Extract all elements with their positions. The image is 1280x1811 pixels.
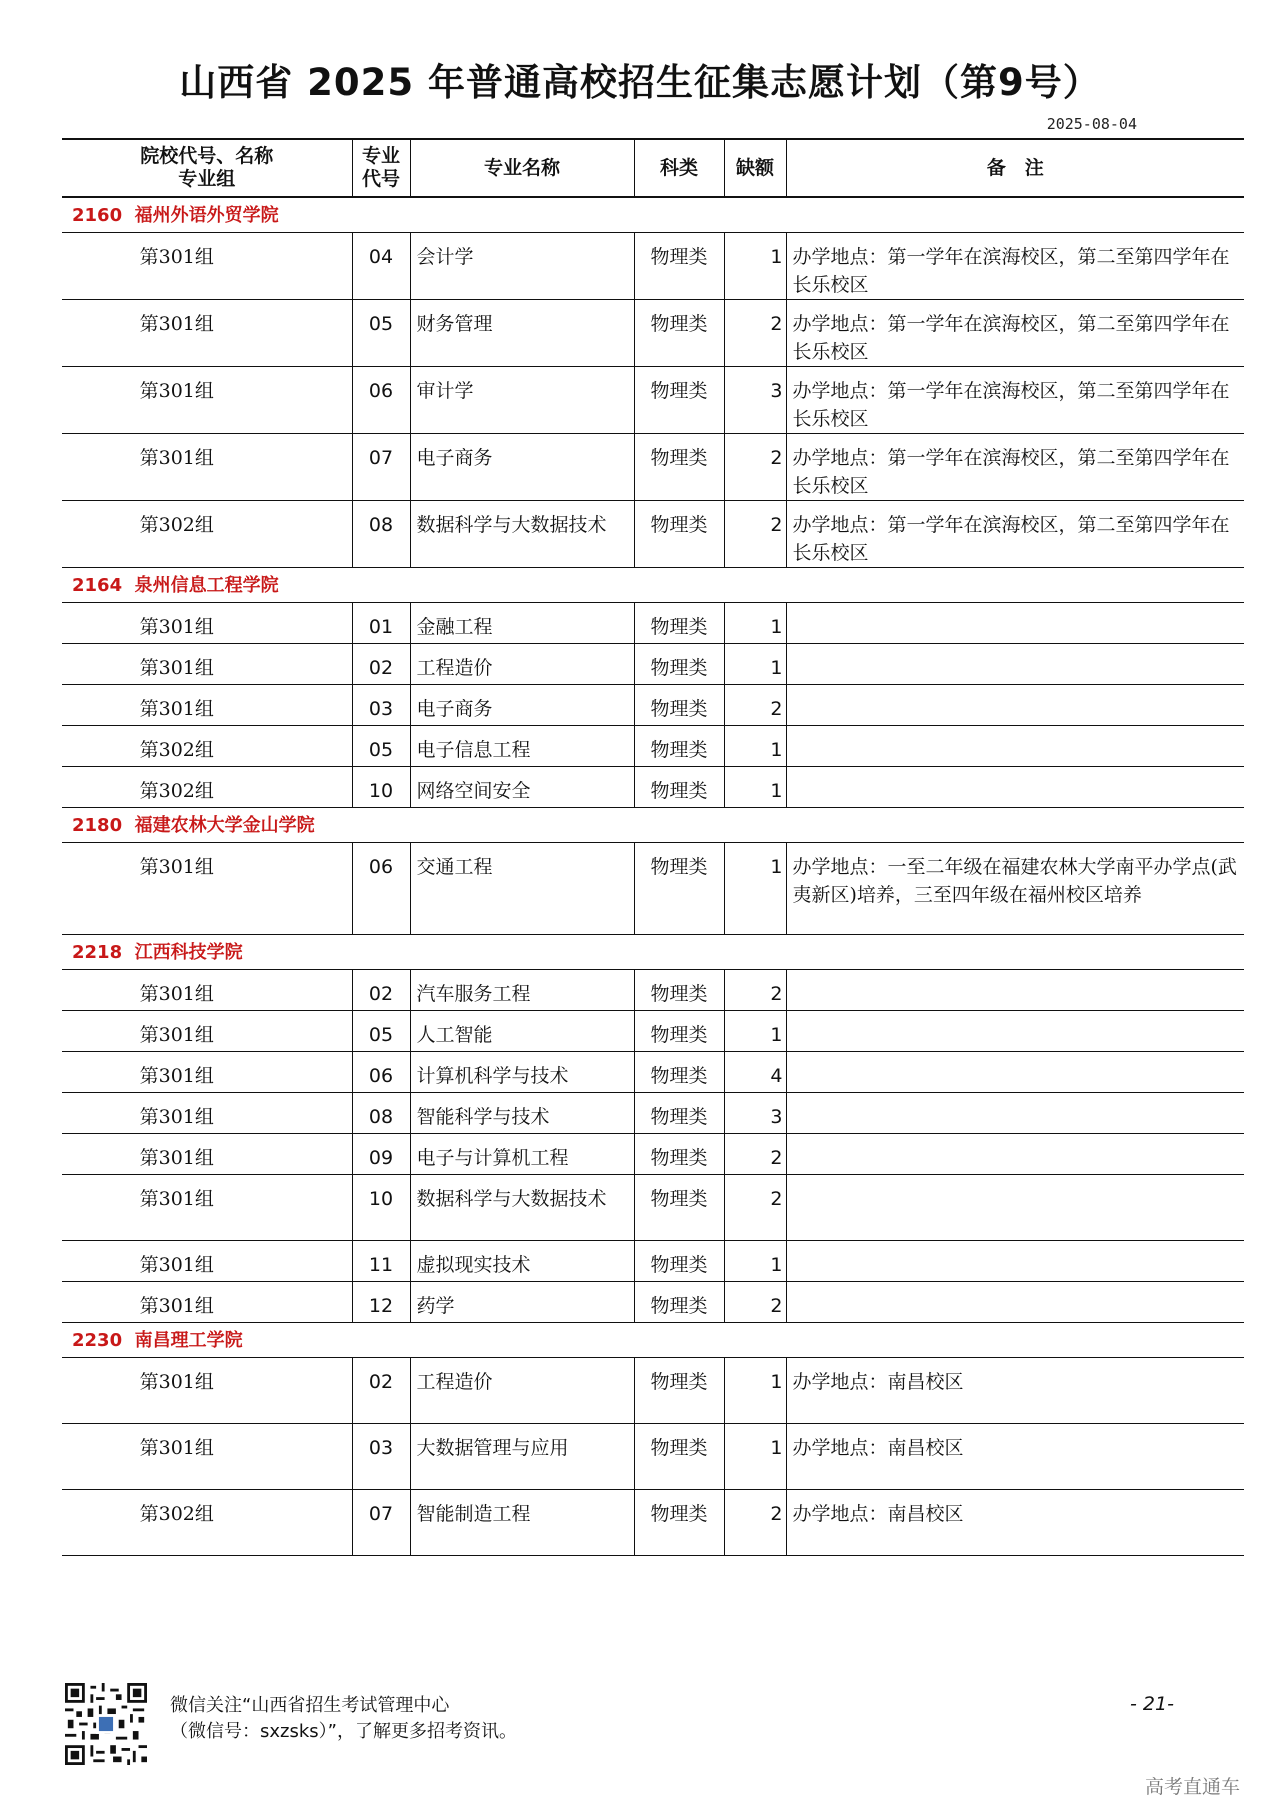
quota-cell: 1	[724, 726, 786, 767]
school-header-row	[62, 197, 1244, 233]
header-code: 专业 代号	[352, 139, 410, 197]
table-row	[62, 1282, 1244, 1323]
category-cell: 物理类	[634, 1241, 724, 1282]
note-cell: 办学地点：南昌校区	[786, 1490, 1244, 1556]
header-note: 备 注	[786, 139, 1244, 197]
group-cell: 第301组	[62, 603, 352, 644]
category-cell: 物理类	[634, 501, 724, 568]
header-category: 科类	[634, 139, 724, 197]
quota-cell: 1	[724, 1358, 786, 1424]
quota-cell: 2	[724, 434, 786, 501]
major-name-cell: 网络空间安全	[410, 767, 634, 808]
note-cell	[786, 644, 1244, 685]
major-name-cell: 工程造价	[410, 644, 634, 685]
major-name-cell: 药学	[410, 1282, 634, 1323]
header-school: 院校代号、名称 专业组	[62, 139, 352, 197]
document-date: 2025-08-04	[1046, 115, 1137, 133]
major-code-cell: 09	[352, 1134, 410, 1175]
group-cell: 第301组	[62, 843, 352, 935]
table-row	[62, 1241, 1244, 1282]
table-row	[62, 767, 1244, 808]
major-name-cell: 工程造价	[410, 1358, 634, 1424]
major-code-cell: 06	[352, 843, 410, 935]
note-cell	[786, 1052, 1244, 1093]
note-cell: 办学地点：第一学年在滨海校区，第二至第四学年在长乐校区	[786, 367, 1244, 434]
group-cell: 第301组	[62, 1358, 352, 1424]
header-major: 专业名称	[410, 139, 634, 197]
major-code-cell: 01	[352, 603, 410, 644]
school-name: 2160 福州外语外贸学院	[62, 197, 1244, 233]
quota-cell: 1	[724, 1241, 786, 1282]
quota-cell: 2	[724, 300, 786, 367]
table-row	[62, 1490, 1244, 1556]
major-name-cell: 财务管理	[410, 300, 634, 367]
school-header-row	[62, 1323, 1244, 1358]
note-cell	[786, 726, 1244, 767]
table-row	[62, 1134, 1244, 1175]
group-cell: 第301组	[62, 1093, 352, 1134]
major-code-cell: 05	[352, 300, 410, 367]
major-code-cell: 06	[352, 367, 410, 434]
footer-line-1: 微信关注“山西省招生考试管理中心	[170, 1695, 450, 1716]
table-header-row	[62, 139, 1244, 197]
category-cell: 物理类	[634, 1093, 724, 1134]
table-row	[62, 367, 1244, 434]
category-cell: 物理类	[634, 1424, 724, 1490]
table-row	[62, 603, 1244, 644]
category-cell: 物理类	[634, 1358, 724, 1424]
note-cell	[786, 1093, 1244, 1134]
note-cell	[786, 1282, 1244, 1323]
quota-cell: 4	[724, 1052, 786, 1093]
category-cell: 物理类	[634, 970, 724, 1011]
category-cell: 物理类	[634, 1282, 724, 1323]
note-cell: 办学地点：南昌校区	[786, 1424, 1244, 1490]
category-cell: 物理类	[634, 1490, 724, 1556]
quota-cell: 1	[724, 767, 786, 808]
category-cell: 物理类	[634, 685, 724, 726]
quota-cell: 1	[724, 1424, 786, 1490]
category-cell: 物理类	[634, 1134, 724, 1175]
quota-cell: 2	[724, 1490, 786, 1556]
group-cell: 第301组	[62, 1011, 352, 1052]
major-name-cell: 智能科学与技术	[410, 1093, 634, 1134]
note-cell	[786, 685, 1244, 726]
major-name-cell: 电子商务	[410, 434, 634, 501]
major-code-cell: 11	[352, 1241, 410, 1282]
major-code-cell: 03	[352, 685, 410, 726]
major-name-cell: 电子与计算机工程	[410, 1134, 634, 1175]
group-cell: 第301组	[62, 300, 352, 367]
enrollment-table	[62, 138, 1244, 1556]
major-code-cell: 07	[352, 434, 410, 501]
group-cell: 第301组	[62, 685, 352, 726]
note-cell: 办学地点：第一学年在滨海校区，第二至第四学年在长乐校区	[786, 434, 1244, 501]
group-cell: 第301组	[62, 434, 352, 501]
table-row	[62, 1424, 1244, 1490]
table-row	[62, 644, 1244, 685]
qr-code-icon	[65, 1683, 147, 1765]
major-name-cell: 电子信息工程	[410, 726, 634, 767]
major-code-cell: 08	[352, 501, 410, 568]
category-cell: 物理类	[634, 843, 724, 935]
group-cell: 第302组	[62, 767, 352, 808]
major-name-cell: 交通工程	[410, 843, 634, 935]
quota-cell: 1	[724, 843, 786, 935]
table-row	[62, 1175, 1244, 1241]
table-row	[62, 1011, 1244, 1052]
category-cell: 物理类	[634, 300, 724, 367]
document-title: 山西省 2025 年普通高校招生征集志愿计划（第9号）	[179, 61, 1101, 104]
group-cell: 第301组	[62, 1424, 352, 1490]
major-name-cell: 汽车服务工程	[410, 970, 634, 1011]
quota-cell: 1	[724, 644, 786, 685]
group-cell: 第302组	[62, 1490, 352, 1556]
table-row	[62, 1052, 1244, 1093]
note-cell	[786, 1011, 1244, 1052]
note-cell	[786, 1134, 1244, 1175]
category-cell: 物理类	[634, 603, 724, 644]
school-name: 2180 福建农林大学金山学院	[62, 808, 1244, 843]
quota-cell: 2	[724, 1282, 786, 1323]
category-cell: 物理类	[634, 434, 724, 501]
major-name-cell: 数据科学与大数据技术	[410, 1175, 634, 1241]
table-row	[62, 434, 1244, 501]
group-cell: 第301组	[62, 644, 352, 685]
table-row	[62, 1358, 1244, 1424]
group-cell: 第301组	[62, 1052, 352, 1093]
major-name-cell: 审计学	[410, 367, 634, 434]
category-cell: 物理类	[634, 1175, 724, 1241]
footer-text	[170, 1693, 517, 1745]
school-header-row	[62, 568, 1244, 603]
note-cell	[786, 767, 1244, 808]
school-name: 2218 江西科技学院	[62, 935, 1244, 970]
major-code-cell: 12	[352, 1282, 410, 1323]
quota-cell: 2	[724, 970, 786, 1011]
group-cell: 第301组	[62, 1175, 352, 1241]
category-cell: 物理类	[634, 1011, 724, 1052]
school-name: 2164 泉州信息工程学院	[62, 568, 1244, 603]
major-code-cell: 02	[352, 644, 410, 685]
school-header-row	[62, 935, 1244, 970]
note-cell: 办学地点：第一学年在滨海校区，第二至第四学年在长乐校区	[786, 501, 1244, 568]
major-name-cell: 电子商务	[410, 685, 634, 726]
major-code-cell: 07	[352, 1490, 410, 1556]
major-code-cell: 03	[352, 1424, 410, 1490]
note-cell	[786, 1241, 1244, 1282]
group-cell: 第301组	[62, 970, 352, 1011]
table-row	[62, 970, 1244, 1011]
table-row	[62, 501, 1244, 568]
group-cell: 第302组	[62, 726, 352, 767]
category-cell: 物理类	[634, 233, 724, 300]
header-quota: 缺额	[724, 139, 786, 197]
table-row	[62, 726, 1244, 767]
quota-cell: 1	[724, 233, 786, 300]
group-cell: 第301组	[62, 233, 352, 300]
quota-cell: 1	[724, 603, 786, 644]
quota-cell: 2	[724, 1134, 786, 1175]
major-name-cell: 智能制造工程	[410, 1490, 634, 1556]
major-code-cell: 06	[352, 1052, 410, 1093]
group-cell: 第301组	[62, 1134, 352, 1175]
group-cell: 第302组	[62, 501, 352, 568]
category-cell: 物理类	[634, 644, 724, 685]
major-code-cell: 05	[352, 1011, 410, 1052]
note-cell: 办学地点：第一学年在滨海校区，第二至第四学年在长乐校区	[786, 300, 1244, 367]
group-cell: 第301组	[62, 1241, 352, 1282]
table-row	[62, 233, 1244, 300]
category-cell: 物理类	[634, 726, 724, 767]
major-code-cell: 05	[352, 726, 410, 767]
group-cell: 第301组	[62, 1282, 352, 1323]
category-cell: 物理类	[634, 1052, 724, 1093]
note-cell	[786, 1175, 1244, 1241]
table-row	[62, 685, 1244, 726]
major-code-cell: 02	[352, 970, 410, 1011]
school-header-row	[62, 808, 1244, 843]
major-code-cell: 10	[352, 767, 410, 808]
note-cell	[786, 970, 1244, 1011]
major-code-cell: 10	[352, 1175, 410, 1241]
watermark: 高考直通车	[1145, 1776, 1241, 1798]
note-cell: 办学地点：一至二年级在福建农林大学南平办学点(武夷新区)培养，三至四年级在福州校区培养	[786, 843, 1244, 935]
quota-cell: 3	[724, 367, 786, 434]
major-code-cell: 02	[352, 1358, 410, 1424]
note-cell	[786, 603, 1244, 644]
group-cell: 第301组	[62, 367, 352, 434]
note-cell: 办学地点：第一学年在滨海校区，第二至第四学年在长乐校区	[786, 233, 1244, 300]
table-row	[62, 843, 1244, 935]
major-code-cell: 04	[352, 233, 410, 300]
major-name-cell: 计算机科学与技术	[410, 1052, 634, 1093]
major-name-cell: 数据科学与大数据技术	[410, 501, 634, 568]
table-row	[62, 1093, 1244, 1134]
category-cell: 物理类	[634, 367, 724, 434]
major-name-cell: 人工智能	[410, 1011, 634, 1052]
major-name-cell: 大数据管理与应用	[410, 1424, 634, 1490]
major-code-cell: 08	[352, 1093, 410, 1134]
quota-cell: 2	[724, 501, 786, 568]
table-row	[62, 300, 1244, 367]
quota-cell: 2	[724, 1175, 786, 1241]
school-name: 2230 南昌理工学院	[62, 1323, 1244, 1358]
note-cell: 办学地点：南昌校区	[786, 1358, 1244, 1424]
quota-cell: 3	[724, 1093, 786, 1134]
major-name-cell: 金融工程	[410, 603, 634, 644]
quota-cell: 2	[724, 685, 786, 726]
footer-line-2: （微信号：sxzsks）”，了解更多招考资讯。	[170, 1721, 517, 1742]
page-number: - 21-	[1130, 1693, 1174, 1715]
quota-cell: 1	[724, 1011, 786, 1052]
major-name-cell: 虚拟现实技术	[410, 1241, 634, 1282]
major-name-cell: 会计学	[410, 233, 634, 300]
category-cell: 物理类	[634, 767, 724, 808]
